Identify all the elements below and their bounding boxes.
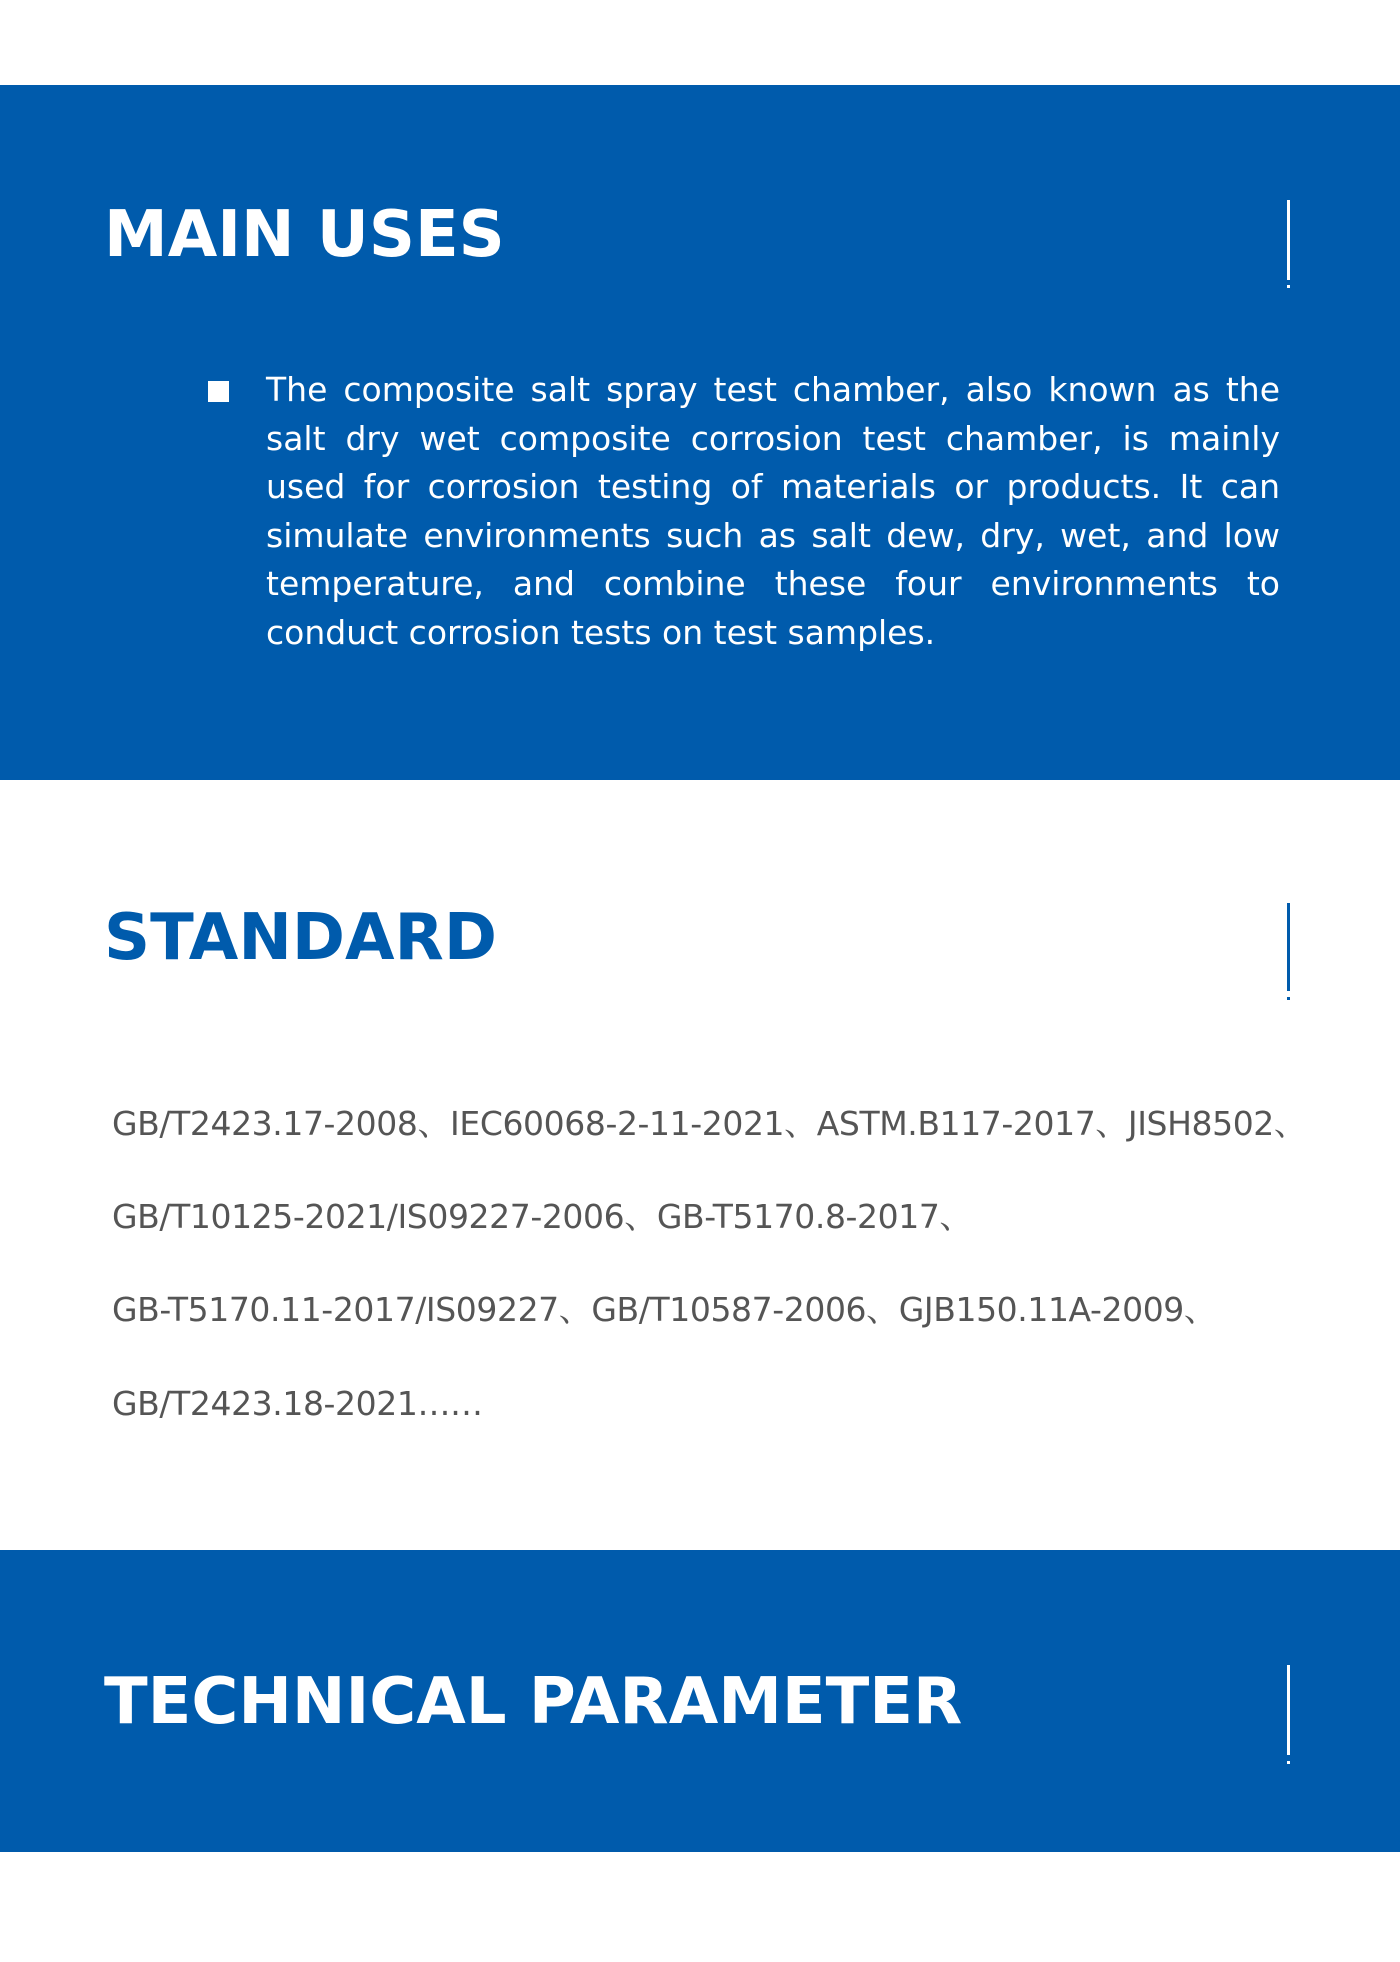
main-uses-heading: MAIN USES xyxy=(104,198,505,272)
bullet-square-icon xyxy=(208,381,229,402)
standard-line-3: GB-T5170.11-2017/IS09227、GB/T10587-2006、GJB150.11A-2009、 xyxy=(112,1290,1217,1329)
standard-line-4: GB/T2423.18-2021…… xyxy=(112,1384,483,1423)
technical-parameter-heading: TECHNICAL PARAMETER xyxy=(104,1665,963,1739)
section-divider-mark xyxy=(1287,1665,1290,1765)
standard-line-1: GB/T2423.17-2008、IEC60068-2-11-2021、ASTM.B117-2017、JISH8502、 xyxy=(112,1104,1307,1143)
standard-line-2: GB/T10125-2021/IS09227-2006、GB-T5170.8-2017、 xyxy=(112,1197,973,1236)
main-uses-description: The composite salt spray test chamber, also known as the salt dry wet composite corrosion test chamber, is mainly used for corrosion testing of materials or products. It can simulate environments such as salt dew, dry, wet, and low temperature, and combine these four environments to conduct corrosion tests on test samples. xyxy=(266,370,1280,652)
section-divider-mark xyxy=(1287,903,1290,1000)
section-divider-mark xyxy=(1287,200,1290,288)
standard-heading: STANDARD xyxy=(104,901,497,975)
